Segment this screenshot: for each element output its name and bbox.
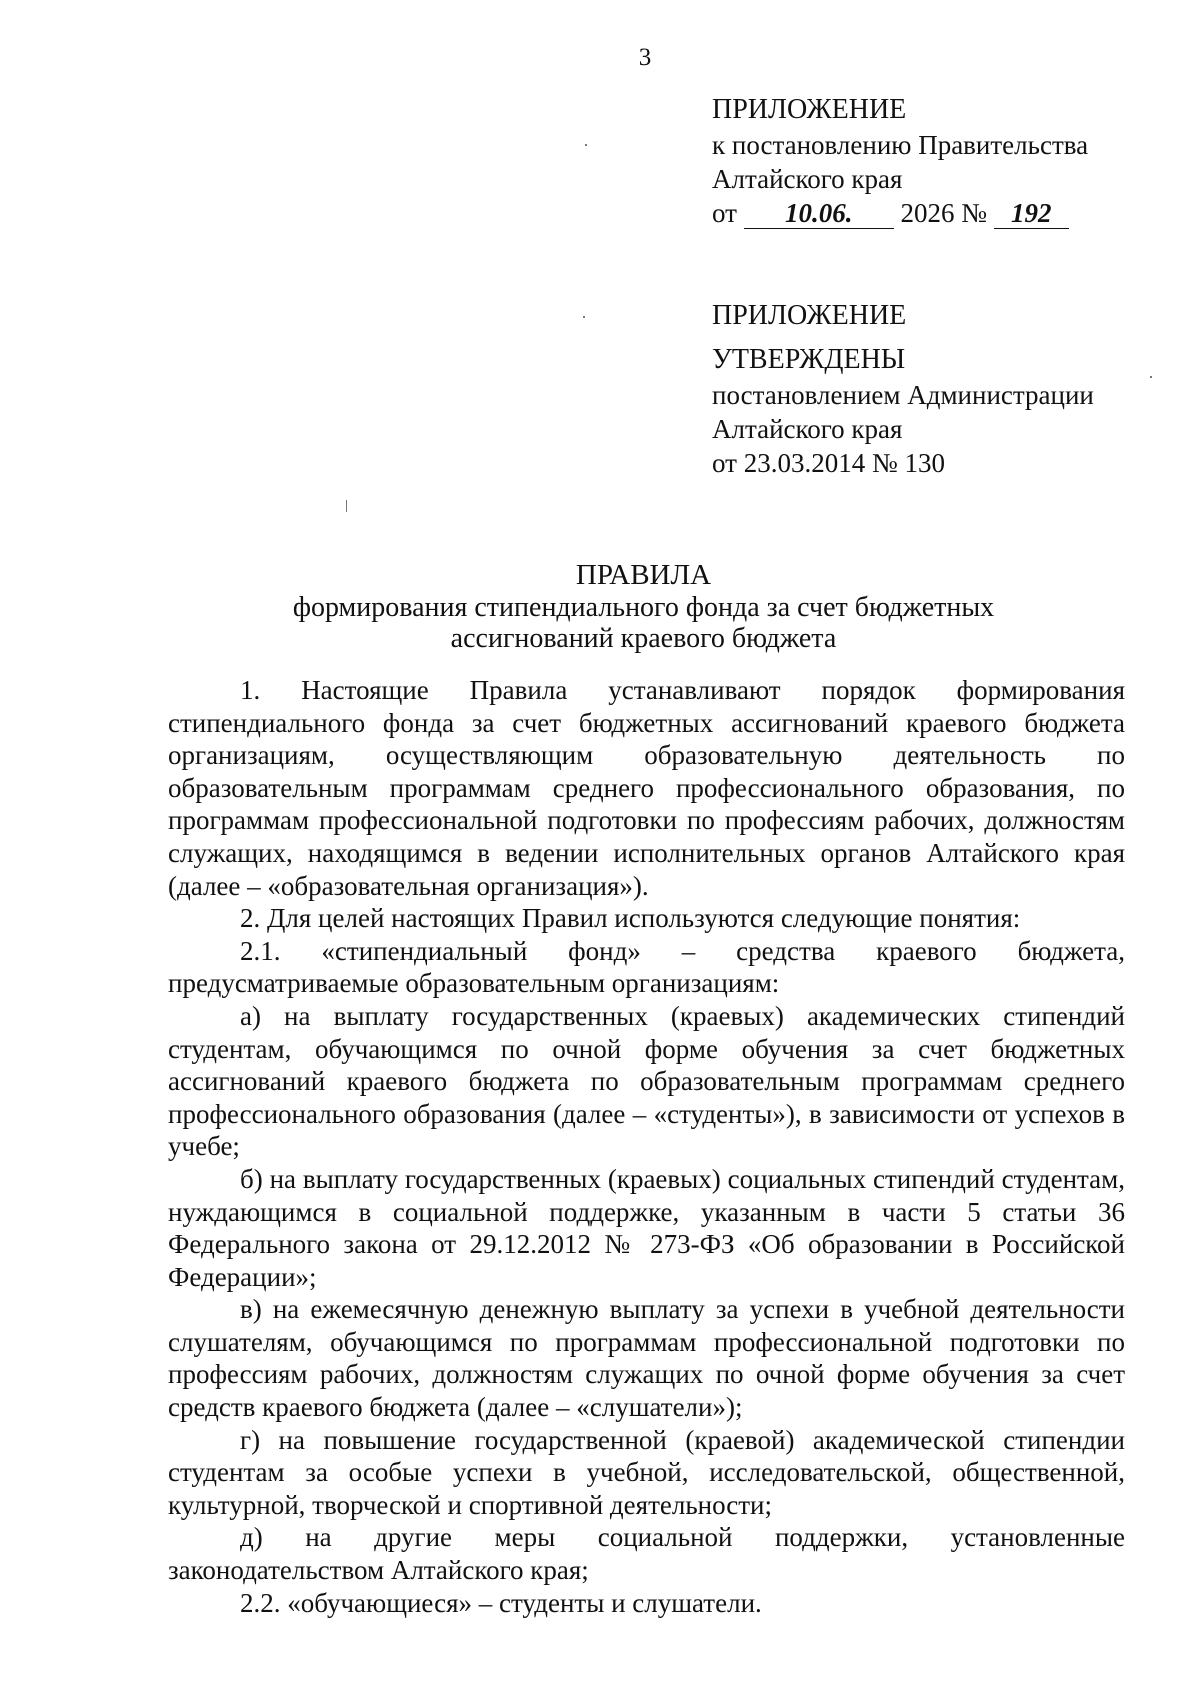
date-prefix: от	[712, 198, 737, 228]
paragraph-g: г) на повышение государственной (краевой) академической стипендии студентам за особые успехи в учебной, исследовательской, общественной, культурной, творческой и спортивной деятельности;	[168, 1424, 1125, 1520]
rules-title-block	[160, 558, 1127, 654]
rules-subtitle-line2: ассигнований краевого бюджета	[450, 623, 837, 654]
scan-speck	[583, 316, 585, 318]
rules-title: ПРАВИЛА	[575, 559, 712, 591]
year-number-label: 2026 №	[900, 198, 987, 228]
appendix-original-line3: от 23.03.2014 № 130	[712, 448, 945, 478]
appendix-original-line1: постановлением Администрации	[712, 380, 1094, 410]
rules-subtitle-line1: формирования стипендиального фонда за счет бюджетных	[292, 592, 995, 623]
paragraph-2-1: 2.1. «стипендиальный фонд» – средства краевого бюджета, предусматриваемые образовательным организациям:	[168, 935, 1125, 999]
page-number: 3	[638, 44, 652, 71]
appendix-current-block	[712, 92, 1182, 230]
paragraph-2-2: 2.2. «обучающиеся» – студенты и слушатели.	[240, 1587, 762, 1618]
appendix-current-line1: к постановлению Правительства	[712, 130, 1089, 160]
paragraph-v: в) на ежемесячную денежную выплату за успехи в учебной деятельности слушателям, обучающимся по программам профессиональной подготовки по профессиям рабочих, должностям служащих по очной форме обучения за счет средств краевого бюджета (далее – «слушатели»);	[168, 1294, 1125, 1423]
scan-speck	[1150, 376, 1152, 378]
appendix-current-line2: Алтайского края	[712, 164, 903, 194]
approved-label: УТВЕРЖДЕНЫ	[712, 344, 906, 375]
scan-speck	[585, 144, 587, 146]
appendix-original-line2: Алтайского края	[712, 414, 903, 444]
date-value: 10.06.	[744, 198, 894, 229]
appendix-current-date-line	[712, 196, 1182, 230]
appendix-original-heading: ПРИЛОЖЕНИЕ	[712, 300, 907, 331]
paragraph-d: д) на другие меры социальной поддержки, установленные законодательством Алтайского края;	[168, 1522, 1125, 1586]
paragraph-2: 2. Для целей настоящих Правил используются следующие понятия:	[240, 903, 1021, 934]
document-number-value: 192	[994, 198, 1069, 229]
document-body	[168, 674, 1125, 1619]
paragraph-1: 1. Настоящие Правила устанавливают порядок формирования стипендиального фонда за счет бюджетных ассигнований краевого бюджета организациям, осуществляющим образовательную деятельность по образовательным программам среднего профессионального образования, по программам профессиональной подготовки по профессиям рабочих, должностям служащих, находящимся в ведении исполнительных органов Алтайского края (далее – «образовательная организация»).	[168, 675, 1125, 901]
appendix-current-heading: ПРИЛОЖЕНИЕ	[712, 94, 907, 125]
paragraph-a: а) на выплату государственных (краевых) академических стипендий студентам, обучающимся по очной форме обучения за счет бюджетных ассигнований краевого бюджета по образовательным программам среднего профессионального образования (далее – «студенты»), в зависимости от успехов в учебе;	[168, 1000, 1125, 1162]
paragraph-b: б) на выплату государственных (краевых) социальных стипендий студентам, нуждающимся в социальной поддержке, указанным в части 5 статьи 36 Федерального закона от 29.12.2012 № 273-ФЗ «Об образовании в Российской Федерации»;	[168, 1163, 1125, 1292]
scan-speck	[346, 500, 347, 512]
appendix-original-block	[712, 298, 1182, 480]
